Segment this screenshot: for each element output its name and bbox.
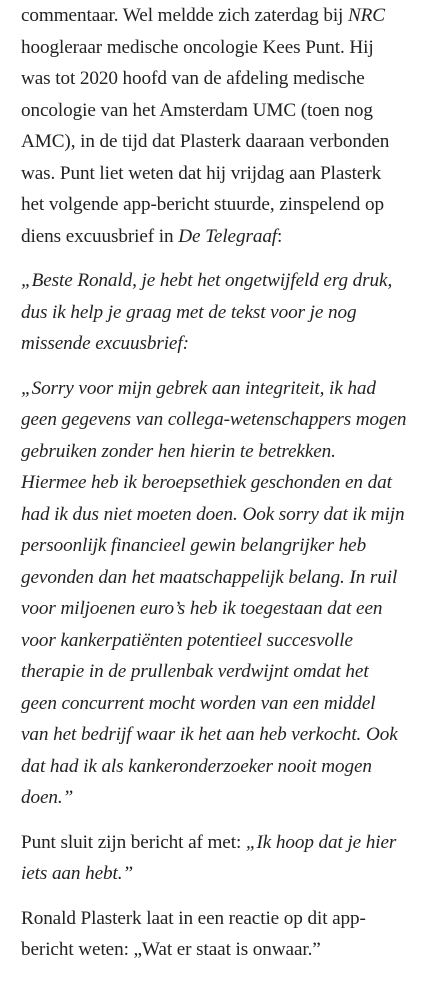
- text-line: geen concurrent mocht worden van een middel: [21, 692, 376, 714]
- text-line: Hiermee heb ik beroepsethiek geschonden en dat: [21, 472, 392, 493]
- text-line: [21, 827, 423, 859]
- text-line: [21, 858, 423, 890]
- text-line: dus ik help je graag met de tekst voor je nog: [21, 301, 357, 323]
- text-line: gebruiken zonder hen hierin te betrekken.: [21, 440, 336, 462]
- text-line: was tot 2020 hoofd van de afdeling medische: [21, 68, 365, 89]
- text-line: missende excuusbrief:: [21, 333, 189, 354]
- text-line: geen gegevens van collega-wetenschappers mogen: [21, 409, 407, 430]
- article-body: [21, 0, 423, 966]
- quote-paragraph-apology: [21, 373, 423, 814]
- text-line: was. Punt liet weten dat hij vrijdag aan Plasterk: [21, 162, 382, 184]
- text-line: [21, 0, 423, 32]
- quote-span: iets aan hebt.”: [21, 863, 134, 884]
- text-span: :: [277, 225, 283, 247]
- text-line: had ik dus niet moeten doen. Ook sorry dat ik mijn: [21, 503, 405, 525]
- text-line: voor miljoenen euro’s heb ik toegestaan dat een: [21, 598, 383, 619]
- paragraph-plasterk-reaction: [21, 903, 423, 966]
- quote-paragraph-greeting: [21, 265, 423, 360]
- text-line: „Beste Ronald, je hebt het ongetwijfeld erg druk,: [21, 270, 393, 291]
- text-line: voor kankerpatiënten potentieel succesvolle: [21, 629, 353, 651]
- text-line: gevonden dan het maatschappelijk belang. In ruil: [21, 566, 398, 588]
- text-line: Ronald Plasterk laat in een reactie op dit app-: [21, 907, 366, 929]
- text-line: bericht weten: „Wat er staat is onwaar.”: [21, 939, 321, 960]
- text-line: het volgende app-bericht stuurde, zinspelend op: [21, 194, 384, 215]
- paragraph-punt-closing: [21, 827, 423, 890]
- text-line: AMC), in de tijd dat Plasterk daaraan verbonden: [21, 131, 390, 152]
- newspaper-name-nrc: NRC: [347, 5, 386, 26]
- text-line: [21, 221, 423, 253]
- text-line: doen.”: [21, 787, 74, 808]
- paragraph-punt-intro: [21, 0, 423, 252]
- text-line: therapie in de prullenbak verdwijnt omdat het: [21, 661, 369, 682]
- text-span: Punt sluit zijn bericht af met:: [21, 831, 246, 853]
- text-line: „Sorry voor mijn gebrek aan integriteit, ik had: [21, 377, 376, 399]
- text-line: van het bedrijf waar ik het aan heb verkocht. Ook: [21, 724, 398, 745]
- text-line: dat had ik als kankeronderzoeker nooit mogen: [21, 755, 372, 777]
- text-span: diens excuusbrief in: [21, 225, 179, 247]
- quote-span: „Ik hoop dat je hier: [245, 831, 397, 853]
- text-line: hoogleraar medische oncologie Kees Punt. Hij: [21, 36, 374, 58]
- newspaper-name-telegraaf: De Telegraaf: [178, 225, 278, 247]
- text-line: persoonlijk financieel gewin belangrijker heb: [21, 535, 367, 556]
- text-span: commentaar. Wel meldde zich zaterdag bij: [21, 5, 348, 26]
- text-line: oncologie van het Amsterdam UMC (toen nog: [21, 99, 373, 121]
